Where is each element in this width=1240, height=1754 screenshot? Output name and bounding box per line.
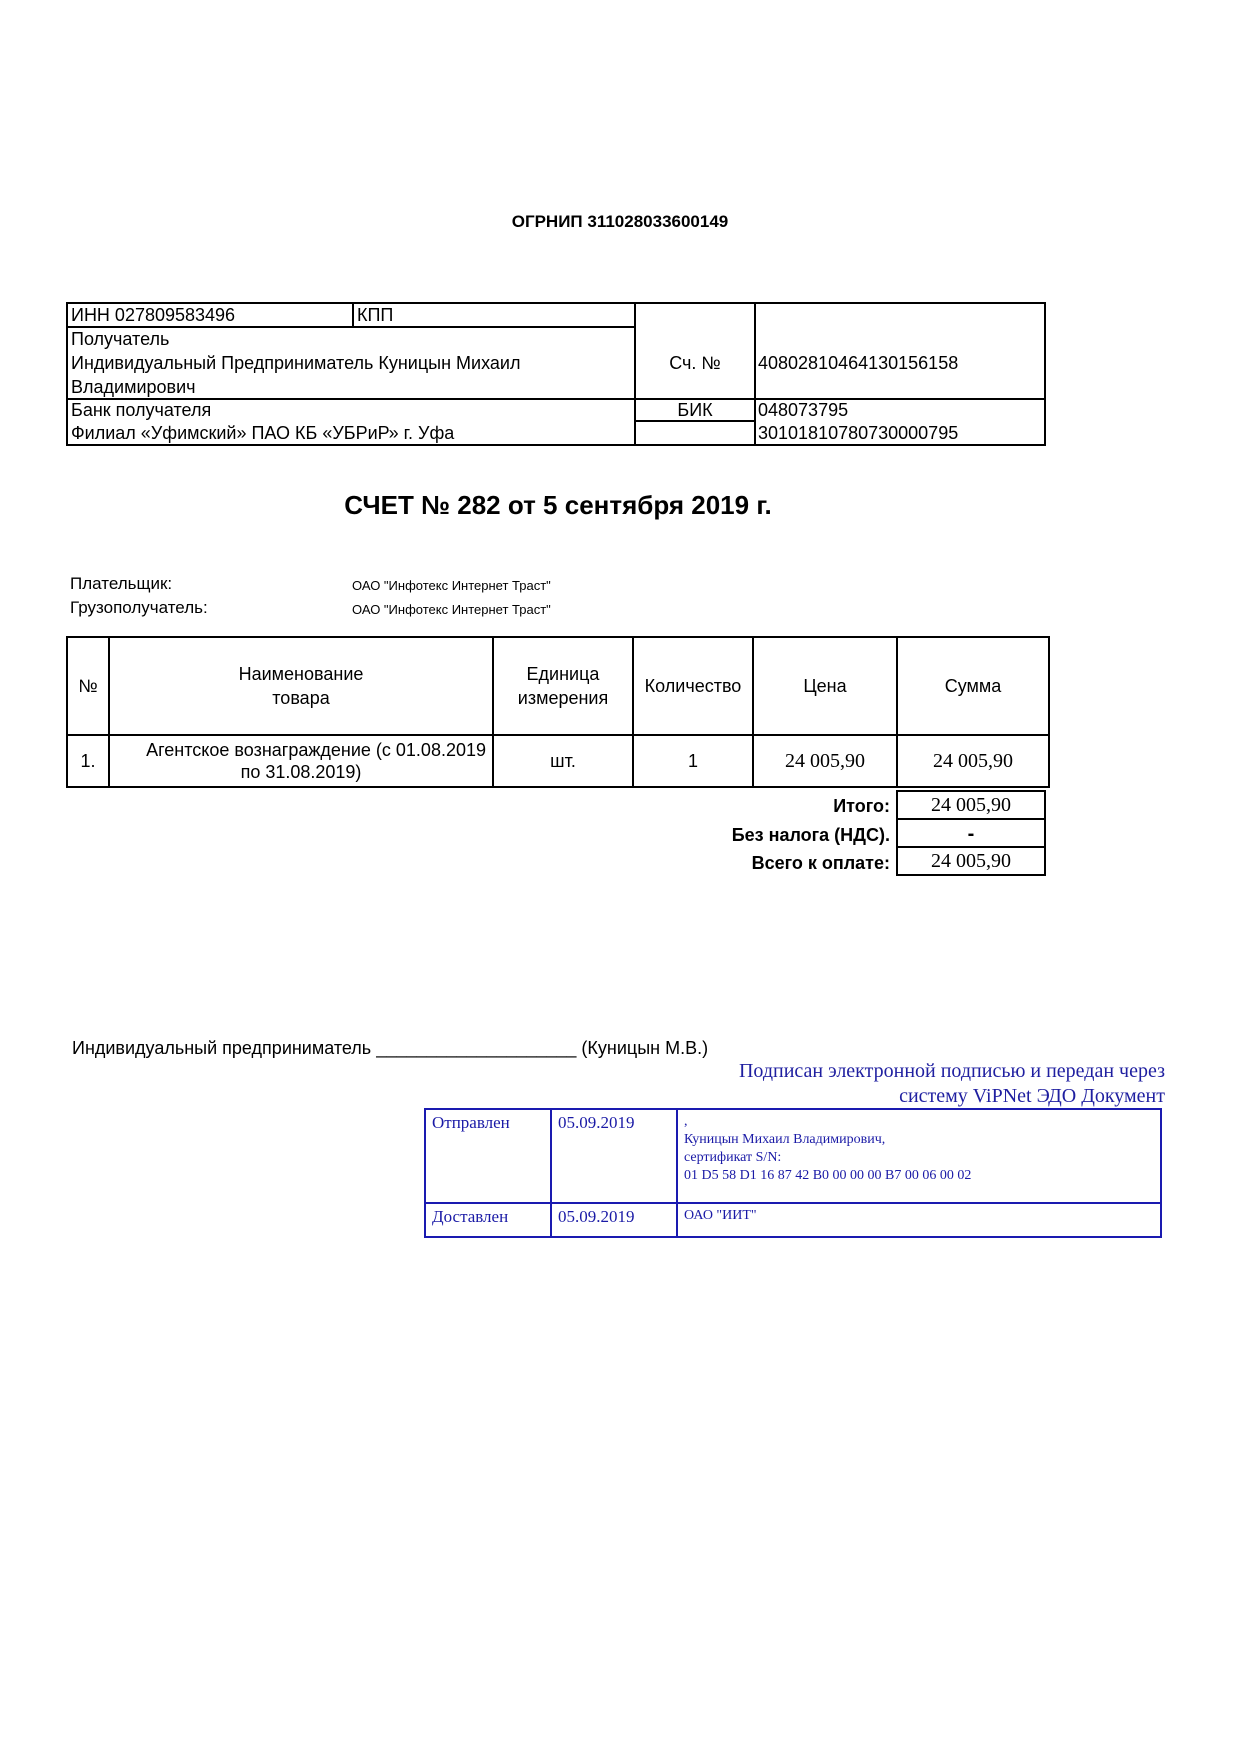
edo-info-line2: Куницын Михаил Владимирович, <box>684 1132 886 1147</box>
items-header-row <box>67 637 1049 735</box>
kpp-label: КПП <box>357 305 394 325</box>
bank-label: Банк получателя <box>71 400 212 420</box>
edo-row-delivered <box>425 1203 1161 1237</box>
recipient-label: Получатель <box>71 329 170 349</box>
recipient-name: Индивидуальный Предприниматель Куницын Михаил <box>71 353 521 373</box>
due-value: 24 005,90 <box>896 846 1046 876</box>
account-label: Сч. № <box>669 353 721 373</box>
header-unit-line1: Единица <box>526 664 600 684</box>
header-num: № <box>67 637 109 735</box>
edo-date: 05.09.2019 <box>551 1109 677 1203</box>
items-table <box>66 636 1050 788</box>
bank-name: Филиал «Уфимский» ПАО КБ «УБРиР» г. Уфа <box>71 423 455 443</box>
bank-details-table <box>66 302 1046 446</box>
row-unit: шт. <box>493 735 633 787</box>
header-sum: Сумма <box>897 637 1049 735</box>
edo-info-line3: сертификат S/N: <box>684 1150 782 1165</box>
row-price: 24 005,90 <box>753 735 897 787</box>
payer-value: ОАО "Инфотекс Интернет Траст" <box>352 578 551 593</box>
edo-info-line4: 01 D5 58 D1 16 87 42 B0 00 00 00 B7 00 06 00 02 <box>684 1168 972 1183</box>
ogrnip: ОГРНИП 311028033600149 <box>511 212 729 231</box>
row-name <box>109 735 493 787</box>
edo-status: Доставлен <box>425 1203 551 1237</box>
header-name-line2: товара <box>272 688 330 708</box>
edo-stamp-table <box>424 1108 1162 1238</box>
total-value: 24 005,90 <box>896 790 1046 820</box>
row-qty: 1 <box>633 735 753 787</box>
row-name-line1: Агентское вознаграждение (с 01.08.2019 <box>146 740 486 760</box>
edo-info: ОАО "ИИТ" <box>677 1203 1161 1237</box>
due-label: Всего к оплате: <box>751 853 890 873</box>
table-row <box>67 735 1049 787</box>
payer-label: Плательщик: <box>70 574 173 593</box>
edo-row-sent <box>425 1109 1161 1203</box>
header-unit-line2: измерения <box>517 688 609 708</box>
bik-label: БИК <box>677 400 713 420</box>
consignee-label: Грузополучатель: <box>70 598 208 617</box>
total-label: Итого: <box>833 796 890 816</box>
corr-account: 30101810780730000795 <box>758 423 959 443</box>
edo-caption-line2: систему ViPNet ЭДО Документ <box>899 1085 1165 1107</box>
edo-info <box>677 1109 1161 1203</box>
invoice-title: СЧЕТ № 282 от 5 сентября 2019 г. <box>344 490 772 520</box>
header-name <box>109 637 493 735</box>
row-sum: 24 005,90 <box>897 735 1049 787</box>
recipient-name-cont: Владимирович <box>71 377 196 397</box>
account-number: 40802810464130156158 <box>758 353 959 373</box>
header-name-line1: Наименование <box>238 664 364 684</box>
consignee-value: ОАО "Инфотекс Интернет Траст" <box>352 602 551 617</box>
header-qty: Количество <box>633 637 753 735</box>
edo-info-line1: , <box>684 1114 688 1129</box>
inn: ИНН 027809583496 <box>71 305 236 325</box>
edo-date: 05.09.2019 <box>551 1203 677 1237</box>
edo-caption-line1: Подписан электронной подписью и передан через <box>738 1060 1165 1082</box>
header-unit <box>493 637 633 735</box>
row-name-line2: по 31.08.2019) <box>240 762 362 782</box>
header-price: Цена <box>753 637 897 735</box>
bik: 048073795 <box>758 400 849 420</box>
edo-status: Отправлен <box>425 1109 551 1203</box>
vat-value: - <box>896 818 1046 848</box>
row-num: 1. <box>67 735 109 787</box>
signature-line: Индивидуальный предприниматель ____________________ (Куницын М.В.) <box>72 1038 709 1058</box>
vat-label: Без налога (НДС). <box>731 825 890 845</box>
